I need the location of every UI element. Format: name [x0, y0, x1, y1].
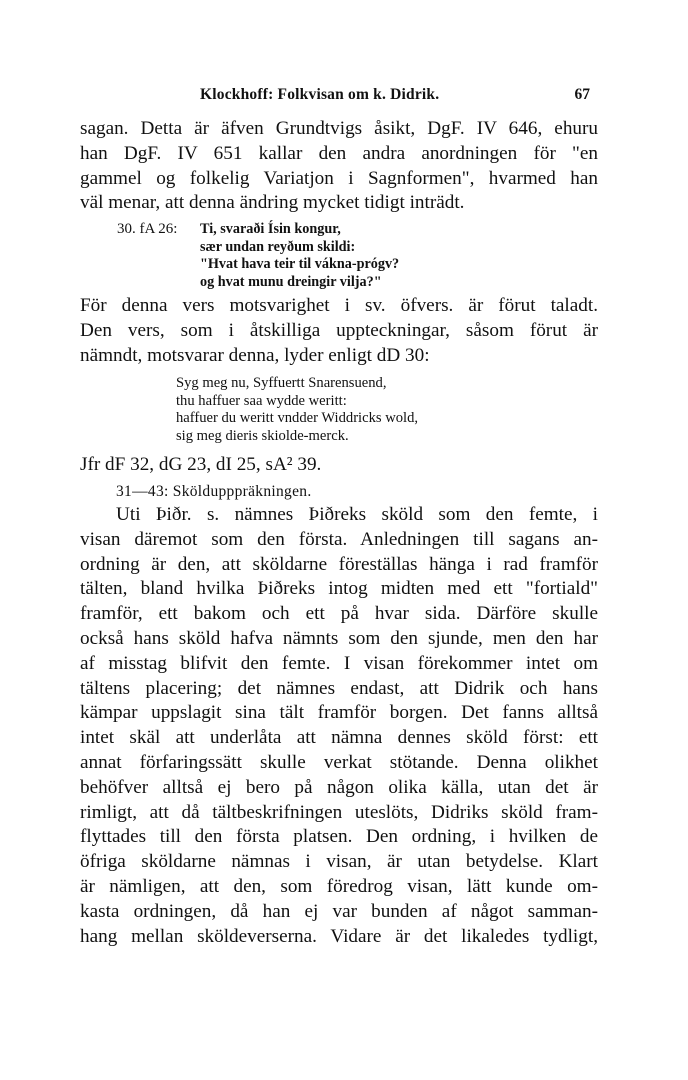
paragraph-2	[80, 294, 598, 368]
section-heading: 31—43: Sköldupppräkningen.	[116, 483, 312, 500]
text-line: behöfver alltså ej bero på någon olika källa, utan det är	[80, 776, 598, 798]
quote-line: Syg meg nu, Syffuertt Snarensuend,	[176, 375, 387, 391]
stanza-line: "Hvat hava teir til vákna-prógv?	[200, 256, 400, 272]
text-line: intet skäl att underlåta att nämna dennes sköld först: ett	[80, 727, 598, 749]
text-line: Den vers, som i åtskilliga uppteckningar, såsom förut är	[80, 319, 598, 341]
quote-line: sig meg dieris skiolde-merck.	[176, 427, 349, 444]
quote-line: haffuer du weritt vndder Widdricks wold,	[176, 410, 419, 426]
stanza-line: og hvat munu dreingir vilja?"	[200, 273, 382, 290]
text-line: annat förfaringssätt skulle verkat stötande. Denna olikhet	[80, 751, 598, 773]
page-header	[80, 86, 598, 110]
text-line: hang mellan sköldeverserna. Vidare är det likaledes tydligt,	[80, 925, 598, 947]
cross-reference-line: Jfr dF 32, dG 23, dI 25, sA² 39.	[80, 454, 322, 475]
text-line: För denna vers motsvarighet i sv. öfvers. är förut taladt.	[80, 295, 598, 316]
danish-verse-quote	[176, 375, 418, 445]
text-line: väl menar, att denna ändring mycket tidigt inträdt.	[80, 192, 465, 214]
stanza-label: 30. fA 26:	[117, 221, 178, 237]
text-line: tältens placering; det nämnes endast, att Didrik och hans	[80, 677, 598, 699]
text-line: kämpar uppslagit sina tält framför borgen. Det fanns alltså	[80, 702, 598, 724]
text-line: framför, ett bakom och ett på hvar sida. Därföre skulle	[80, 603, 598, 625]
text-line: ordning är den, att sköldarne föreställas hänga i rad framför	[80, 553, 598, 575]
text-line: öfriga sköldarne nämnas i visan, är utan betydelse. Klart	[80, 851, 598, 873]
text-line: flyttades till den första platsen. Den ordning, i hvilken de	[80, 826, 598, 848]
stanza-line: sær undan reyðum skildi:	[200, 238, 356, 255]
text-line: af misstag blifvit den femte. I visan förekommer intet om	[80, 652, 598, 674]
text-line: tälten, bland hvilka Þiðreks intog midten med ett "fortiald"	[80, 578, 598, 600]
running-title: Klockhoff: Folkvisan om k. Didrik.	[200, 86, 440, 103]
text-line	[80, 503, 598, 528]
text-line: nämndt, motsvarar denna, lyder enligt dD 30:	[80, 344, 430, 366]
text-line: han DgF. IV 651 kallar den andra anordningen för "en	[80, 142, 598, 164]
paragraph-3	[80, 503, 598, 949]
text-line: sagan. Detta är äfven Grundtvigs åsikt, DgF. IV 646, ehuru	[80, 118, 598, 139]
text-line: också hans sköld hafva nämnts som den sjunde, men den har	[80, 627, 598, 649]
text-line-content: Uti Þiðr. s. nämnes Þiðreks sköld som den femte, i	[116, 504, 598, 525]
paragraph-1	[80, 117, 598, 216]
text-line: visan däremot som den första. Anledningen till sagans an-	[80, 528, 598, 550]
page-number: 67	[574, 86, 590, 103]
text-line: rimligt, att då tältbeskrifningen uteslöts, Didriks sköld fram-	[80, 801, 598, 823]
quote-line: thu haffuer saa wydde weritt:	[176, 392, 347, 409]
text-line: gammel og folkelig Variatjon i Sagnformen", hvarmed han	[80, 167, 598, 189]
stanza-quote	[200, 221, 399, 291]
stanza-line: Ti, svaraði Ísin kongur,	[200, 221, 341, 237]
text-line: är nämligen, att den, som föredrog visan, lätt kunde om-	[80, 875, 598, 897]
text-line: kasta ordningen, då han ej var bunden af något samman-	[80, 900, 598, 922]
